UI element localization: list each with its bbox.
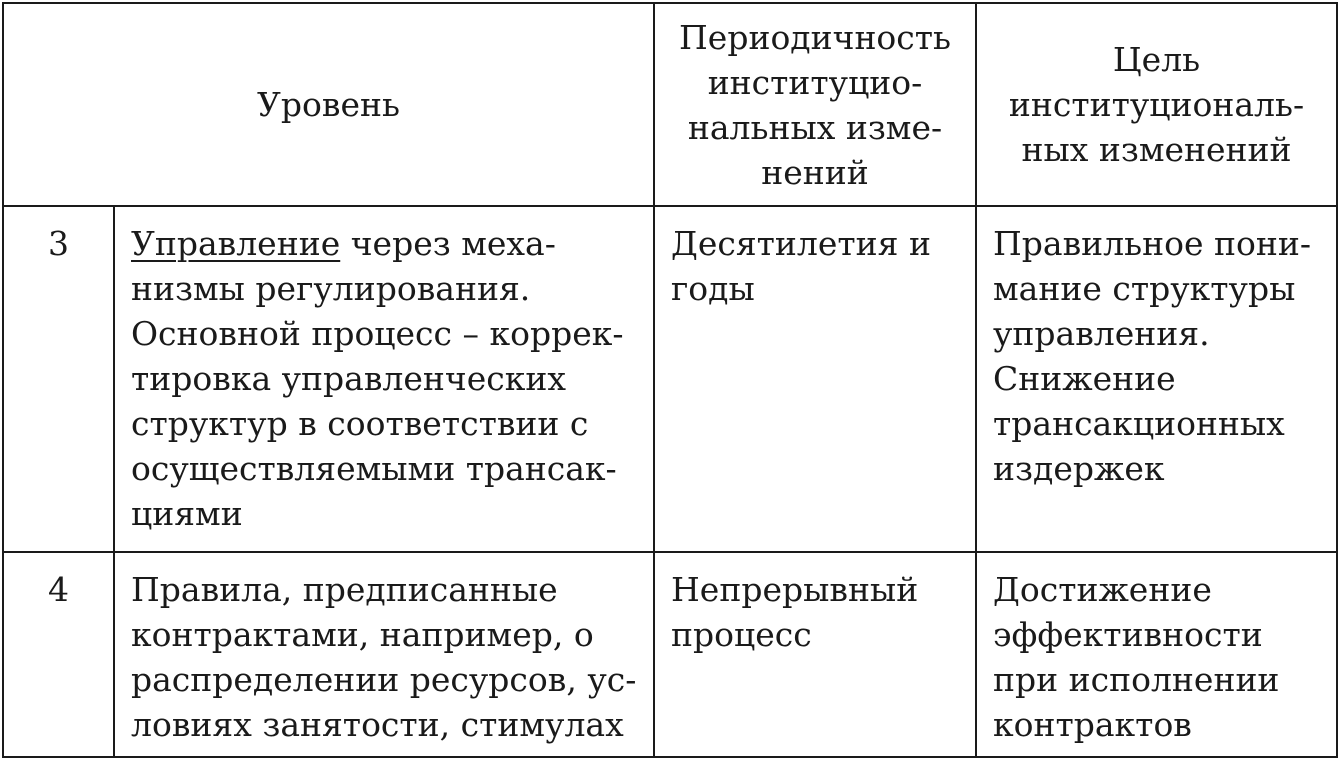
header-periodicity <box>654 3 976 206</box>
periodicity-line: Непрерывный <box>671 570 919 609</box>
goal-line: при исполнении <box>993 660 1280 699</box>
level-line <box>131 221 639 266</box>
row-goal <box>976 552 1337 757</box>
header-goal-line: Цель <box>1112 40 1201 79</box>
underlined-term: Управление <box>131 224 341 263</box>
periodicity-line: Десятилетия и <box>671 224 931 263</box>
goal-line: управления. <box>993 314 1210 353</box>
goal-line: Правильное пони- <box>993 224 1311 263</box>
goal-line: эффективности <box>993 615 1263 654</box>
goal-line: издержек <box>993 449 1165 488</box>
goal-line: контрактов <box>993 705 1192 744</box>
institutional-levels-table <box>2 2 1336 758</box>
header-goal-line: ных изменений <box>1021 130 1292 169</box>
header-row <box>3 3 1337 206</box>
level-line-rest: через меха- <box>340 224 556 263</box>
row-number: 4 <box>3 552 114 757</box>
periodicity-line: годы <box>671 269 755 308</box>
periodicity-line: процесс <box>671 615 812 654</box>
header-periodicity-line: Периодичность <box>679 17 952 57</box>
header-periodicity-line: нальных изме- <box>687 107 943 147</box>
level-line: ловиях занятости, стимулах <box>131 705 624 744</box>
header-goal-text <box>977 37 1336 172</box>
row-level <box>114 206 654 552</box>
goal-line: мание структуры <box>993 269 1296 308</box>
goal-line: Достижение <box>993 570 1212 609</box>
row-periodicity <box>654 206 976 552</box>
level-line: тировка управленческих <box>131 359 566 398</box>
level-line: осуществляемыми трансак- <box>131 449 617 488</box>
header-periodicity-line: институцио- <box>707 62 923 102</box>
goal-line: Снижение <box>993 359 1176 398</box>
level-line: циями <box>131 494 243 533</box>
table-row <box>3 206 1337 552</box>
row-goal <box>976 206 1337 552</box>
goal-line: трансакционных <box>993 404 1285 443</box>
level-line: низмы регулирования. <box>131 269 531 308</box>
header-periodicity-line: нений <box>761 152 869 192</box>
row-periodicity <box>654 552 976 757</box>
level-line: Основной процесс – коррек- <box>131 314 624 353</box>
level-line: распределении ресурсов, ус- <box>131 660 637 699</box>
table <box>2 2 1338 758</box>
table-row <box>3 552 1337 757</box>
level-line: структур в соответствии с <box>131 404 589 443</box>
header-periodicity-text <box>655 15 975 195</box>
row-level <box>114 552 654 757</box>
header-goal-line: институциональ- <box>1008 85 1305 124</box>
header-level-text: Уровень <box>257 85 400 124</box>
level-line: контрактами, например, о <box>131 615 594 654</box>
row-number: 3 <box>3 206 114 552</box>
header-goal <box>976 3 1337 206</box>
level-line: Правила, предписанные <box>131 570 558 609</box>
header-level <box>3 3 654 206</box>
